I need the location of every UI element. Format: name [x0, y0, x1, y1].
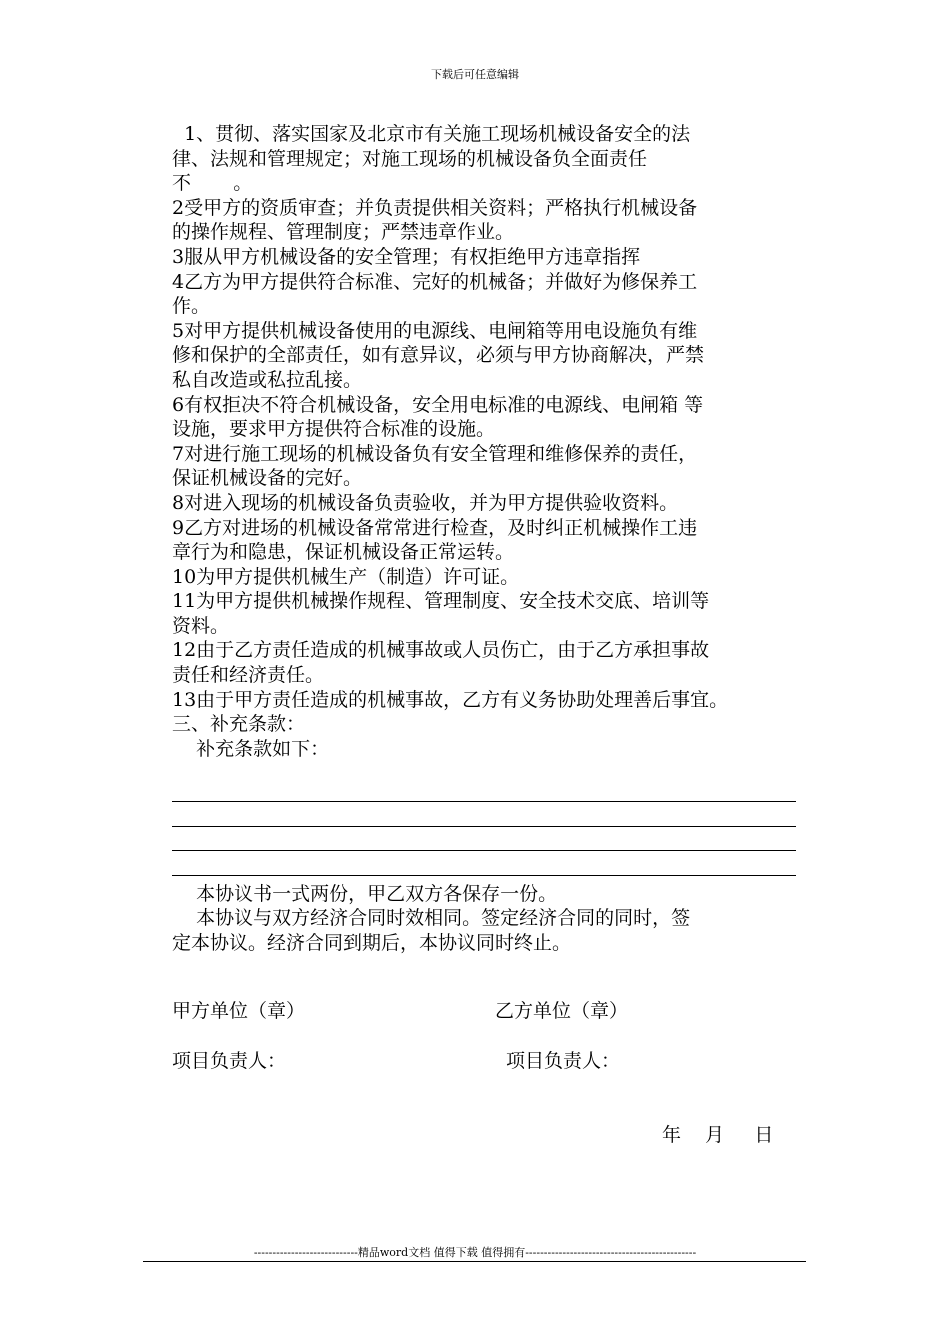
text-line: 三、补充条款：	[172, 713, 306, 736]
party-a-unit: 甲方单位（章）	[172, 1000, 306, 1022]
text-line: 9乙方对进场的机械设备常常进行检查，及时纠正机械操作工违	[172, 516, 698, 539]
text-line: 本协议与双方经济合同时效相同。签定经济合同的同时，签	[172, 907, 691, 930]
date-line: 年 月 日	[662, 1124, 774, 1146]
text-line: 7对进行施工现场的机械设备负有安全管理和维修保养的责任，	[172, 442, 698, 465]
text-line: 私自改造或私拉乱接。	[172, 368, 363, 391]
text-line: 定本协议。经济合同到期后，本协议同时终止。	[172, 932, 572, 954]
text-line: 设施，要求甲方提供符合标准的设施。	[172, 418, 496, 441]
footer-text: ----------------------------精品word文档 值得下载 值得拥有----------------------------------------------	[253, 1246, 697, 1259]
text-line: 11为甲方提供机械操作规程、管理制度、安全技术交底、培训等	[172, 590, 710, 613]
footer-rule	[143, 1261, 806, 1262]
text-line: 1、贯彻、落实国家及北京市有关施工现场机械设备安全的法	[172, 123, 691, 145]
text-line: 10为甲方提供机械生产（制造）许可证。	[172, 565, 520, 588]
blank-line	[172, 777, 796, 802]
text-line: 责任和经济责任。	[172, 664, 325, 687]
text-line: 8对进入现场的机械设备负责验收，并为甲方提供验收资料。	[172, 491, 679, 514]
party-b-unit: 乙方单位（章）	[495, 1000, 629, 1022]
clause-list	[172, 122, 822, 761]
header-note: 下载后可任意编辑	[431, 68, 519, 81]
text-line: 不 。	[172, 172, 253, 195]
blank-line	[172, 851, 796, 876]
text-line: 12由于乙方责任造成的机械事故或人员伤亡，由于乙方承担事故	[172, 639, 710, 662]
text-line: 修和保护的全部责任，如有意异议，必须与甲方协商解决，严禁	[172, 344, 705, 367]
text-line: 律、法规和管理规定；对施工现场的机械设备负全面责任	[172, 147, 648, 170]
text-line: 本协议书一式两份，甲乙双方各保存一份。	[172, 882, 558, 905]
text-line: 资料。	[172, 614, 230, 637]
supplementary-blank-lines	[172, 777, 822, 875]
text-line: 3服从甲方机械设备的安全管理；有权拒绝甲方违章指挥	[172, 245, 641, 268]
blank-line	[172, 802, 796, 827]
text-line: 章行为和隐患，保证机械设备正常运转。	[172, 541, 515, 564]
text-line: 2受甲方的资质审查；并负责提供相关资料；严格执行机械设备	[172, 196, 698, 219]
text-line: 作。	[172, 295, 211, 318]
party-a-leader: 项目负责人：	[172, 1050, 287, 1072]
text-line: 保证机械设备的完好。	[172, 467, 363, 490]
blank-line	[172, 827, 796, 852]
agreement-body	[172, 122, 822, 956]
text-line: 的操作规程、管理制度；严禁违章作业。	[172, 221, 515, 244]
text-line: 5对甲方提供机械设备使用的电源线、电闸箱等用电设施负有维	[172, 319, 698, 342]
text-line: 补充条款如下：	[172, 737, 330, 760]
text-line: 6有权拒决不符合机械设备，安全用电标准的电源线、电闸箱 等	[172, 393, 704, 416]
party-b-leader: 项目负责人：	[506, 1050, 621, 1072]
closing-paragraph	[172, 882, 822, 956]
text-line: 13由于甲方责任造成的机械事故，乙方有义务协助处理善后事宜。	[172, 688, 729, 711]
text-line: 4乙方为甲方提供符合标准、完好的机械备；并做好为修保养工	[172, 270, 698, 293]
